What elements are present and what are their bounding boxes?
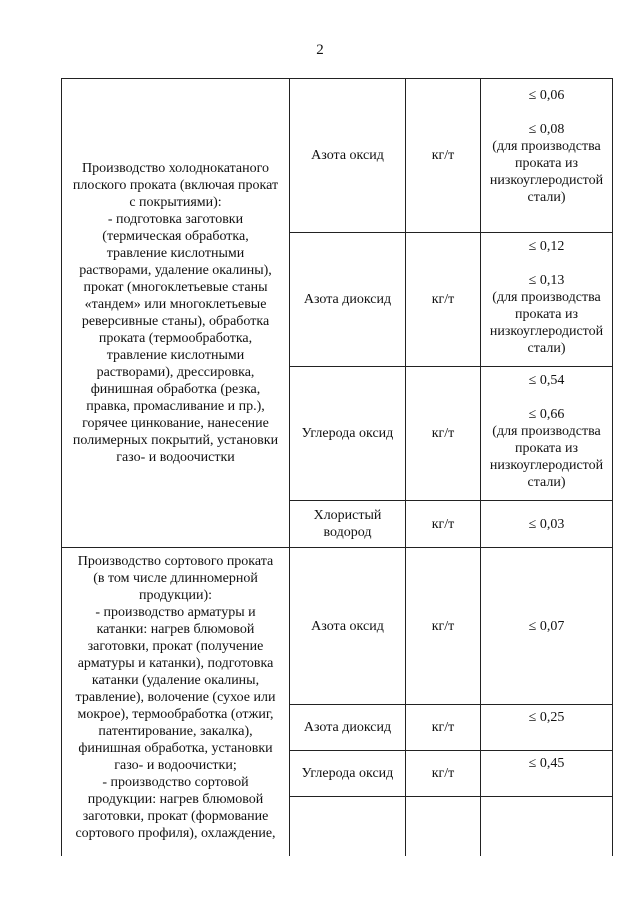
process-line: сортового профиля), охлаждение,: [75, 826, 276, 841]
process-line: травление), волочение (сухое или: [75, 690, 276, 705]
process-line: финишная обработка (резка,: [90, 382, 261, 397]
value-note: низкоуглеродистой: [489, 324, 604, 339]
value-main: ≤ 0,45: [528, 756, 565, 771]
unit-cell: [406, 705, 480, 750]
value-note: проката из: [515, 441, 578, 456]
substance-name: водород: [323, 525, 372, 540]
substance-cell: [290, 705, 405, 750]
value-main: ≤ 0,07: [528, 618, 565, 634]
unit-cell: [406, 548, 480, 704]
process-line: газо- и водоочистки;: [114, 758, 237, 773]
unit-label: кг/т: [431, 766, 455, 781]
process-line: продукции: нагрев блюмовой: [87, 792, 264, 807]
substance-name: Азота диоксид: [303, 292, 392, 307]
value-main: ≤ 0,54: [528, 373, 565, 388]
value-main: ≤ 0,03: [528, 516, 565, 532]
value-note: стали): [527, 190, 566, 205]
value-main: ≤ 0,25: [528, 710, 565, 725]
value-cell: [481, 709, 612, 750]
process-line: продукции):: [138, 588, 213, 603]
process-line: - подготовка заготовки: [107, 212, 244, 227]
value-cell: [481, 501, 612, 547]
process-line: реверсивные станы), обработка: [81, 314, 270, 329]
unit-cell: [406, 751, 480, 796]
value-note: низкоуглеродистой: [489, 173, 604, 188]
substance-cell: [290, 548, 405, 704]
process-line: травление кислотными: [106, 348, 245, 363]
process-line: мокрое), термообработка (отжиг,: [77, 707, 274, 722]
unit-cell: [406, 233, 480, 366]
process-line: газо- и водоочистки: [116, 450, 235, 465]
substance-cell: [290, 751, 405, 796]
value-cell: [481, 238, 612, 366]
process-line: финишная обработка, установки: [78, 741, 273, 756]
value-note: проката из: [515, 156, 578, 171]
process-cell: [62, 553, 289, 856]
substance-cell: [290, 367, 405, 500]
process-line: - производство сортовой: [102, 775, 249, 790]
substance-name: Углерода оксид: [301, 426, 394, 441]
value-cell: [481, 755, 612, 796]
substance-name: Азота оксид: [311, 148, 384, 163]
value-note: (для производства: [492, 139, 601, 154]
unit-cell: [406, 79, 480, 232]
process-line: Производство холоднокатаного: [81, 161, 270, 176]
process-line: правка, промасливание и пр.),: [86, 399, 265, 414]
unit-label: кг/т: [431, 516, 455, 532]
substance-cell: [290, 501, 405, 547]
substance-cell: [290, 79, 405, 232]
unit-label: кг/т: [431, 618, 455, 634]
value-alt: ≤ 0,08: [528, 122, 565, 137]
process-line: травление кислотными: [106, 246, 245, 261]
process-line: «тандем» или многоклетьевые: [84, 297, 267, 312]
process-line: Производство сортового проката: [77, 554, 274, 569]
substance-name: Хлористый: [313, 508, 382, 523]
process-line: патентирование, закалка),: [98, 724, 253, 739]
substance-name: Углерода оксид: [301, 766, 394, 781]
unit-label: кг/т: [431, 148, 455, 163]
process-line: заготовки, прокат (формование: [82, 809, 269, 824]
process-line: горячее цинкование, нанесение: [82, 416, 269, 431]
substance-name: Азота диоксид: [303, 720, 392, 735]
process-line: катанки: нагрев блюмовой: [96, 622, 255, 637]
unit-label: кг/т: [431, 292, 455, 307]
process-line: растворами, удаление окалины),: [79, 263, 272, 278]
process-line: проката (термообработка,: [98, 331, 253, 346]
process-cell: [62, 79, 289, 547]
process-line: прокат (многоклетьевые станы: [83, 280, 268, 295]
value-cell: [481, 372, 612, 500]
value-note: стали): [527, 475, 566, 490]
value-note: низкоуглеродистой: [489, 458, 604, 473]
unit-cell: [406, 367, 480, 500]
process-line: - производство арматуры и: [95, 605, 256, 620]
unit-label: кг/т: [431, 426, 455, 441]
value-cell: [481, 548, 612, 704]
unit-label: кг/т: [431, 720, 455, 735]
value-main: ≤ 0,06: [528, 88, 565, 103]
process-line: заготовки, прокат (получение: [87, 639, 264, 654]
value-cell: [481, 87, 612, 232]
value-note: проката из: [515, 307, 578, 322]
process-line: полимерных покрытий, установки: [72, 433, 279, 448]
value-note: (для производства: [492, 290, 601, 305]
process-line: катанки (удаление окалины,: [91, 673, 260, 688]
substance-name: Азота оксид: [311, 618, 384, 634]
value-alt: ≤ 0,66: [528, 407, 565, 422]
process-line: (в том числе длинномерной: [93, 571, 258, 586]
value-alt: ≤ 0,13: [528, 273, 565, 288]
page-number: 2: [316, 42, 324, 58]
value-main: ≤ 0,12: [528, 239, 565, 254]
value-note: (для производства: [492, 424, 601, 439]
process-line: с покрытиями):: [129, 195, 222, 210]
substance-cell: [290, 233, 405, 366]
process-line: (термическая обработка,: [102, 229, 249, 244]
process-line: плоского проката (включая прокат: [72, 178, 279, 193]
value-note: стали): [527, 341, 566, 356]
process-line: арматуры и катанки), подготовка: [77, 656, 274, 671]
process-line: растворами), дрессировка,: [96, 365, 255, 380]
unit-cell: [406, 501, 480, 547]
